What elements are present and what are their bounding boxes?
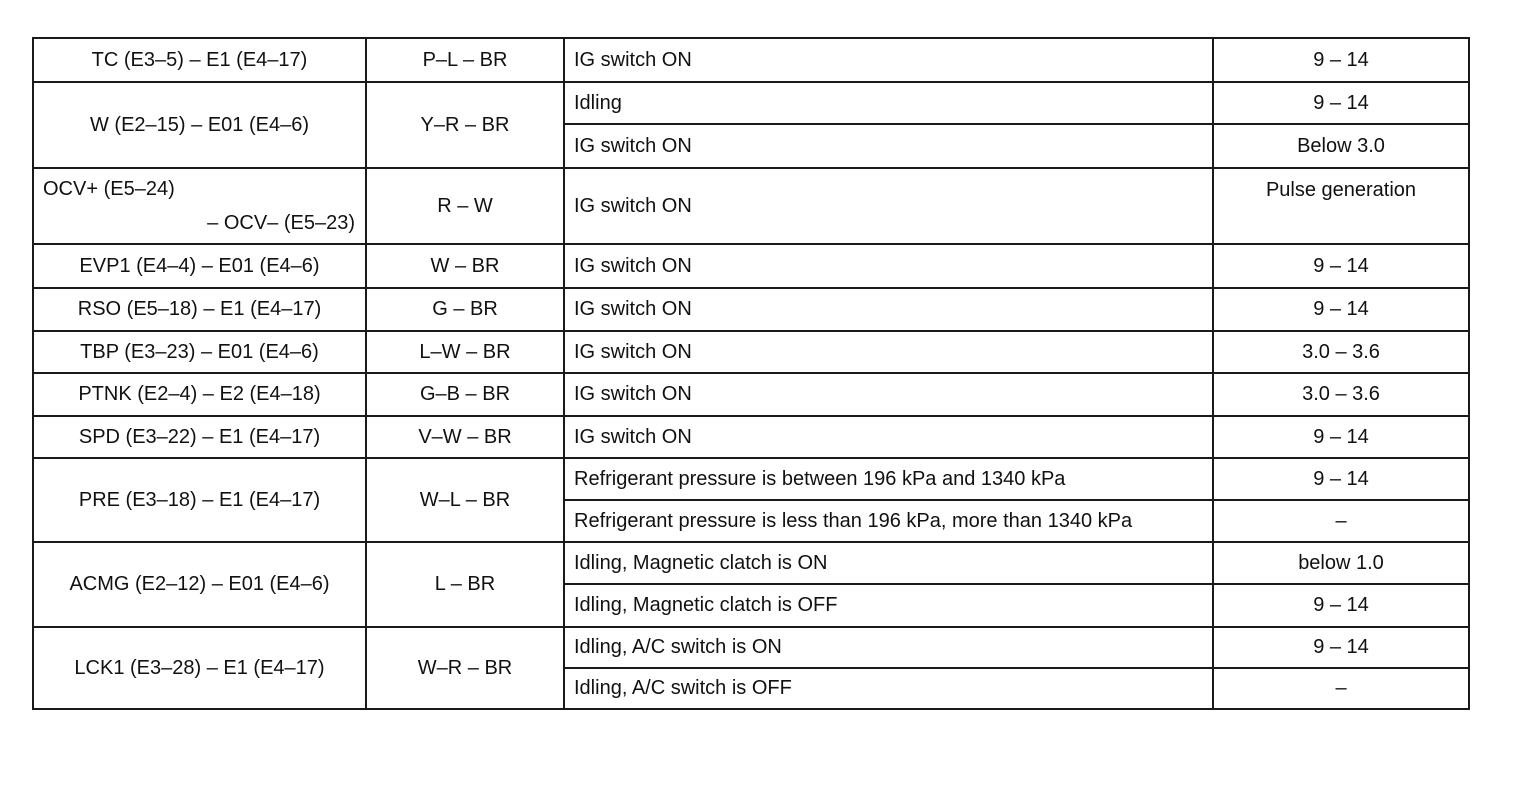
table-row	[33, 331, 1469, 373]
wiring-color-cell: Y–R – BR	[366, 82, 564, 168]
terminal-cell: LCK1 (E3–28) – E1 (E4–17)	[33, 627, 366, 709]
spec-cell: below 1.0	[1213, 542, 1469, 584]
spec-cell: 9 – 14	[1213, 458, 1469, 500]
condition-cell: Idling	[564, 82, 1213, 124]
condition-cell: Idling, A/C switch is ON	[564, 627, 1213, 668]
terminal-cell: RSO (E5–18) – E1 (E4–17)	[33, 288, 366, 331]
spec-cell: –	[1213, 668, 1469, 709]
wiring-color-cell: L – BR	[366, 542, 564, 627]
terminal-cell	[33, 168, 366, 244]
terminal-cell: ACMG (E2–12) – E01 (E4–6)	[33, 542, 366, 627]
spec-cell: 9 – 14	[1213, 38, 1469, 82]
table-row	[33, 416, 1469, 458]
condition-cell: IG switch ON	[564, 124, 1213, 168]
spec-cell: 3.0 – 3.6	[1213, 331, 1469, 373]
condition-cell: Idling, A/C switch is OFF	[564, 668, 1213, 709]
table-row	[33, 82, 1469, 124]
condition-cell: Refrigerant pressure is between 196 kPa and 1340 kPa	[564, 458, 1213, 500]
table-row	[33, 458, 1469, 500]
table-row	[33, 288, 1469, 331]
wiring-color-cell: W–R – BR	[366, 627, 564, 709]
wiring-color-cell: P–L – BR	[366, 38, 564, 82]
condition-cell: IG switch ON	[564, 331, 1213, 373]
spec-cell: 3.0 – 3.6	[1213, 373, 1469, 416]
table-row	[33, 542, 1469, 584]
condition-cell: IG switch ON	[564, 416, 1213, 458]
spec-cell: –	[1213, 500, 1469, 542]
table-row	[33, 627, 1469, 668]
wiring-color-cell: L–W – BR	[366, 331, 564, 373]
spec-cell: 9 – 14	[1213, 584, 1469, 627]
spec-cell: 9 – 14	[1213, 627, 1469, 668]
terminal-cell: SPD (E3–22) – E1 (E4–17)	[33, 416, 366, 458]
terminal-cell: PRE (E3–18) – E1 (E4–17)	[33, 458, 366, 542]
spec-cell: Below 3.0	[1213, 124, 1469, 168]
terminal-cell: EVP1 (E4–4) – E01 (E4–6)	[33, 244, 366, 288]
table-row	[33, 38, 1469, 82]
wiring-color-cell: W – BR	[366, 244, 564, 288]
terminal-line-2: – OCV– (E5–23)	[207, 212, 355, 234]
wiring-color-cell: V–W – BR	[366, 416, 564, 458]
condition-cell: IG switch ON	[564, 244, 1213, 288]
spec-cell: 9 – 14	[1213, 82, 1469, 124]
table-row	[33, 373, 1469, 416]
wiring-color-cell: R – W	[366, 168, 564, 244]
condition-cell: IG switch ON	[564, 38, 1213, 82]
spec-cell: 9 – 14	[1213, 244, 1469, 288]
wiring-color-cell: G – BR	[366, 288, 564, 331]
wiring-color-cell: G–B – BR	[366, 373, 564, 416]
condition-cell: IG switch ON	[564, 288, 1213, 331]
condition-cell: Idling, Magnetic clatch is ON	[564, 542, 1213, 584]
terminal-cell: W (E2–15) – E01 (E4–6)	[33, 82, 366, 168]
terminal-cell: TC (E3–5) – E1 (E4–17)	[33, 38, 366, 82]
condition-cell: IG switch ON	[564, 373, 1213, 416]
condition-cell: Refrigerant pressure is less than 196 kPa, more than 1340 kPa	[564, 500, 1213, 542]
condition-cell: Idling, Magnetic clatch is OFF	[564, 584, 1213, 627]
terminal-spec-table	[32, 37, 1470, 710]
wiring-color-cell: W–L – BR	[366, 458, 564, 542]
table-row	[33, 168, 1469, 244]
table-row	[33, 244, 1469, 288]
spec-cell: 9 – 14	[1213, 288, 1469, 331]
spec-cell: 9 – 14	[1213, 416, 1469, 458]
terminal-cell: TBP (E3–23) – E01 (E4–6)	[33, 331, 366, 373]
terminal-line-1: OCV+ (E5–24)	[43, 178, 175, 200]
spec-cell: Pulse generation	[1213, 168, 1469, 244]
condition-cell: IG switch ON	[564, 168, 1213, 244]
terminal-cell: PTNK (E2–4) – E2 (E4–18)	[33, 373, 366, 416]
